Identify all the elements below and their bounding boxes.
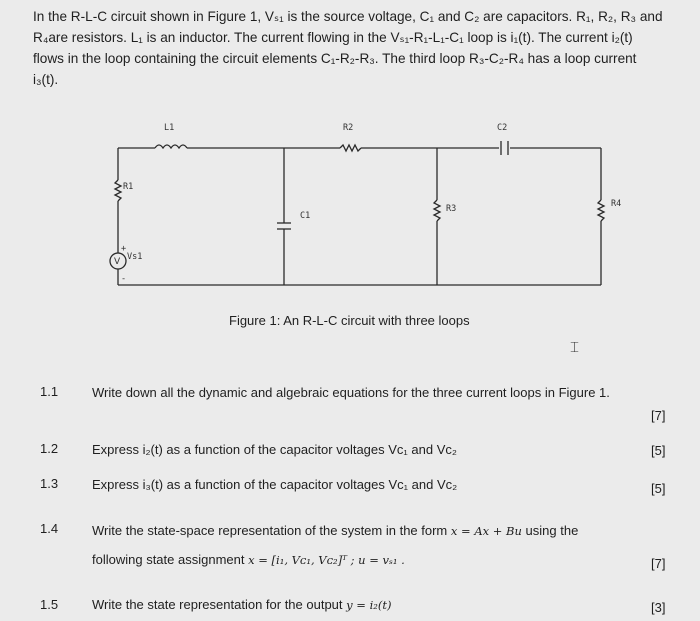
question-text (92, 596, 391, 614)
label-vs1: Vs1 (127, 252, 143, 262)
resistor-r4 (598, 200, 604, 221)
question-number: 1.2 (40, 441, 59, 456)
resistor-r2 (340, 145, 361, 151)
question-number: 1.4 (40, 521, 59, 536)
resistor-r3 (434, 200, 440, 221)
question-marks: [5] (651, 481, 666, 496)
question-text-part: using the (525, 523, 579, 538)
label-r3: R3 (446, 204, 457, 214)
question-text: Express i₃(t) as a function of the capacitor voltages Vᴄ₁ and Vᴄ₂ (92, 477, 458, 492)
equation: y = i₂(t) (346, 598, 392, 612)
text-cursor-icon: ⌶ (570, 338, 580, 356)
label-v-symbol: V (114, 257, 121, 267)
question-text-part: Write the state representation for the output (92, 597, 343, 612)
circuit-diagram (0, 0, 700, 310)
question-text-part: following state assignment (92, 552, 245, 567)
question-marks: [5] (651, 443, 666, 458)
equation: x = [i₁, Vᴄ₁, Vᴄ₂]ᵀ ; u = vₛ₁ . (248, 553, 405, 567)
label-r4: R4 (611, 199, 622, 209)
resistor-r1 (115, 180, 121, 201)
intro-line-1: In the R-L-C circuit shown in Figure 1, Vₛ₁ is the source voltage, C₁ and C₂ are capacitors. R₁, R₂, R₃ and (33, 9, 663, 24)
intro-line-4: i₃(t). (33, 72, 59, 87)
label-minus: - (121, 274, 127, 284)
label-r2: R2 (343, 123, 354, 133)
label-l1: L1 (164, 123, 175, 133)
figure-caption: Figure 1: An R-L-C circuit with three loops (229, 313, 470, 328)
intro-line-3: flows in the loop containing the circuit elements C₁-R₂-R₃. The third loop R₃-C₂-R₄ has a loop current (33, 51, 637, 66)
label-plus: + (121, 244, 127, 254)
question-marks: [3] (651, 600, 666, 615)
question-marks: [7] (651, 556, 666, 571)
intro-line-2: R₄are resistors. L₁ is an inductor. The current flowing in the Vₛ₁-R₁-L₁-C₁ loop is i₁(t). The current i₂(t) (33, 30, 633, 45)
inductor-l1 (155, 145, 187, 148)
question-text: Write down all the dynamic and algebraic equations for the three current loops in Figure 1. (92, 385, 610, 400)
question-text-line2 (92, 551, 405, 569)
question-number: 1.3 (40, 476, 59, 491)
question-marks: [7] (651, 408, 666, 423)
label-r1: R1 (123, 182, 134, 192)
question-text: Express i₂(t) as a function of the capacitor voltages Vᴄ₁ and Vᴄ₂ (92, 442, 457, 457)
question-number: 1.5 (40, 597, 59, 612)
label-c1: C1 (300, 211, 311, 221)
question-text (92, 522, 578, 540)
question-number: 1.1 (40, 384, 59, 399)
label-c2: C2 (497, 123, 508, 133)
question-text-part: Write the state-space representation of the system in the form (92, 523, 448, 538)
equation: x = Ax + Bu (450, 524, 522, 538)
